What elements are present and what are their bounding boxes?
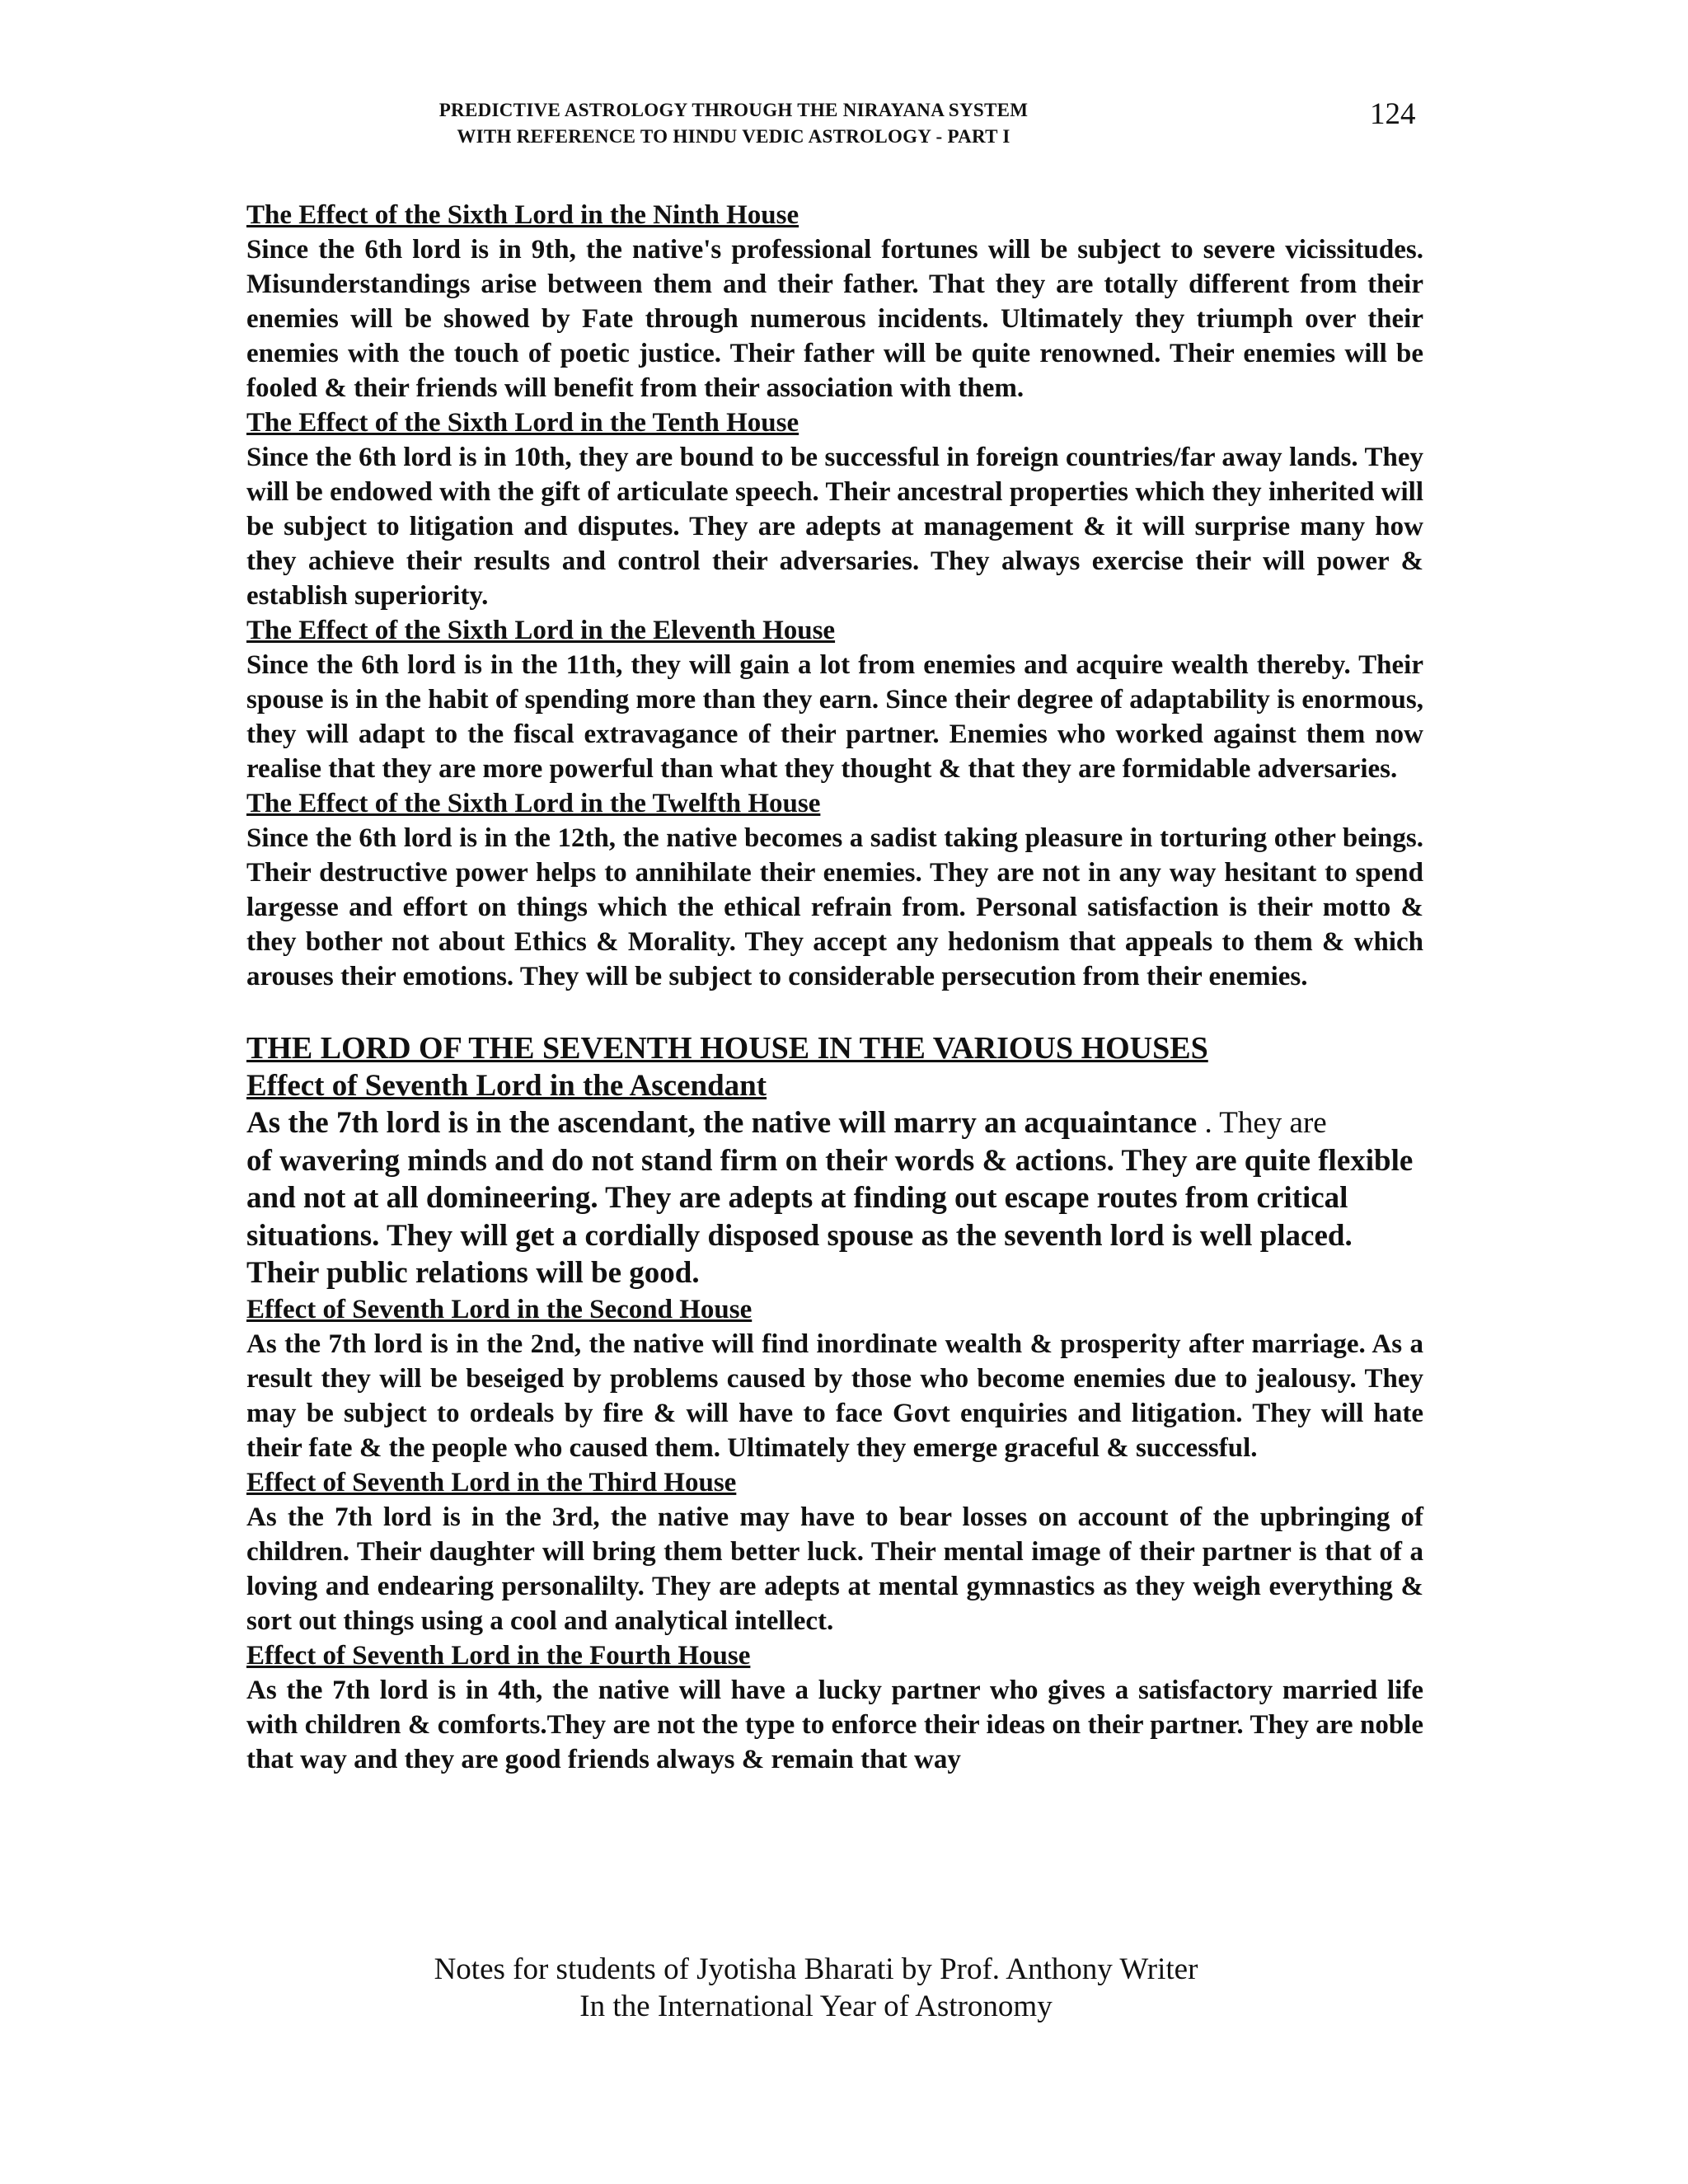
section-heading: The Effect of the Sixth Lord in the Twelfth House xyxy=(246,789,821,818)
footer-line-2: In the International Year of Astronomy xyxy=(579,1990,1053,2023)
section-heading: Effect of Seventh Lord in the Second House xyxy=(246,1294,753,1324)
section-heading: Effect of Seventh Lord in the Third House xyxy=(246,1467,737,1497)
header-title-line-1: PREDICTIVE ASTROLOGY THROUGH THE NIRAYANA SYSTEM xyxy=(438,100,1029,120)
section-body: As the 7th lord is in the 3rd, the native may have to bear losses on account of the upbringing of children. Their daughter will bring them better luck. Their mental image of their partner is that of a loving and endearing personalilty. They are adepts at mental gymnastics as they weigh everything & sort out things using a cool and analytical intellect. xyxy=(246,1502,1423,1636)
section-heading: The Effect of the Sixth Lord in the Tenth House xyxy=(246,408,799,438)
section-heading: The Effect of the Sixth Lord in the Eleventh House xyxy=(246,616,836,645)
section-body: Since the 6th lord is in the 12th, the native becomes a sadist taking pleasure in torturing other beings. Their destructive power helps to annihilate their enemies. They are not in any way hesitant to spend largesse and effort on things which the ethical refrain from. Personal satisfaction is their motto & they bother not about Ethics & Morality. They accept any hedonism that appeals to them & which arouses their emotions. They will be subject to considerable persecution from their enemies. xyxy=(246,823,1423,991)
running-header xyxy=(247,97,1484,150)
main-content xyxy=(246,198,1423,1777)
section-body: As the 7th lord is in the 2nd, the native will find inordinate wealth & prosperity after marriage. As a result they will be beseiged by problems caused by those who become enemies due to jealousy. They may be subject to ordeals by fire & will have to face Govt enquiries and litigation. They will hate their fate & the people who caused them. Ultimately they emerge graceful & successful. xyxy=(246,1329,1423,1463)
page-number: 124 xyxy=(1370,97,1416,131)
footer xyxy=(247,1951,1385,2025)
section-body: As the 7th lord is in 4th, the native will have a lucky partner who gives a satisfactory married life with children & comforts.They are not the type to enforce their ideas on their partner. They are noble that way and they are good friends always & remain that way xyxy=(246,1675,1423,1774)
section-body: Since the 6th lord is in the 11th, they will gain a lot from enemies and acquire wealth thereby. Their spouse is in the habit of spending more than they earn. Since their degree of adaptability is enormous, they will adapt to the fiscal extravagance of their partner. Enemies who worked against them now realise that they are more powerful than what they thought & that they are formidable adversaries. xyxy=(246,650,1423,784)
section-heading: Effect of Seventh Lord in the Ascendant xyxy=(246,1069,767,1103)
section-body: Since the 6th lord is in 10th, they are bound to be successful in foreign countries/far away lands. They will be endowed with the gift of articulate speech. Their ancestral properties which they inherited will be subject to litigation and disputes. They are adepts at management & it will surprise many how they achieve their results and control their adversaries. They always exercise their will power & establish superiority. xyxy=(246,443,1423,611)
body-text-part-3: of wavering minds and do not stand firm on their words & actions. They are quite flexible and not at all domineering. They are adepts at finding out escape routes from critical situations. They will get a cordially disposed spouse as the seventh lord is well placed. Their public relations will be good. xyxy=(246,1143,1414,1290)
footer-line-1: Notes for students of Jyotisha Bharati by Prof. Anthony Writer xyxy=(434,1952,1198,1986)
section-heading: Effect of Seventh Lord in the Fourth House xyxy=(246,1640,751,1671)
body-text-part-1: As the 7th lord is in the ascendant, the native will marry an acquaintance xyxy=(246,1106,1198,1140)
section-body xyxy=(246,1104,1423,1292)
section-heading: The Effect of the Sixth Lord in the Ninth House xyxy=(246,200,799,230)
header-title-line-2: WITH REFERENCE TO HINDU VEDIC ASTROLOGY - PART I xyxy=(457,126,1010,147)
body-text-part-2: . They are xyxy=(1197,1106,1327,1140)
section-body: Since the 6th lord is in 9th, the native's professional fortunes will be subject to severe vicissitudes. Misunderstandings arise between them and their father. That they are totally different from their enemies will be showed by Fate through numerous incidents. Ultimately they triumph over their enemies with the touch of poetic justice. Their father will be quite renowned. Their enemies will be fooled & their friends will benefit from their association with them. xyxy=(246,235,1423,403)
chapter-heading: THE LORD OF THE SEVENTH HOUSE IN THE VARIOUS HOUSES xyxy=(246,1031,1208,1066)
